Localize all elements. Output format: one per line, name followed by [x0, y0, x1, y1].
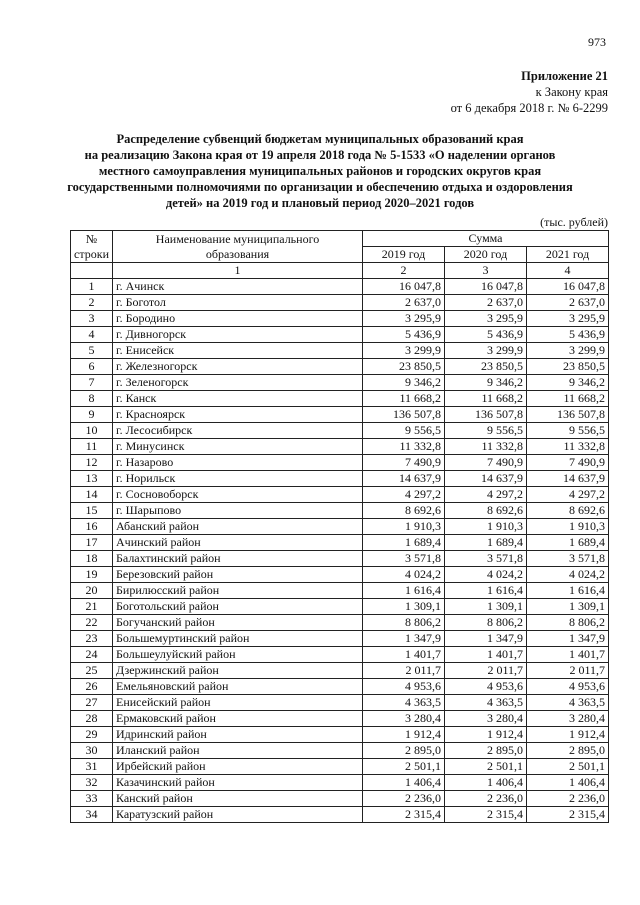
table-row	[71, 695, 609, 711]
table-row	[71, 407, 609, 423]
row-number: 22	[71, 615, 113, 631]
municipality-name: Балахтинский район	[113, 551, 363, 567]
amount-2020: 1 309,1	[445, 599, 527, 615]
amount-2020: 14 637,9	[445, 471, 527, 487]
row-number: 5	[71, 343, 113, 359]
amount-2021: 1 401,7	[527, 647, 609, 663]
amount-2020: 23 850,5	[445, 359, 527, 375]
row-number: 31	[71, 759, 113, 775]
amount-2019: 3 280,4	[363, 711, 445, 727]
municipality-name: Ачинский район	[113, 535, 363, 551]
amount-2021: 2 011,7	[527, 663, 609, 679]
municipality-name: г. Зеленогорск	[113, 375, 363, 391]
heading-line: на реализацию Закона края от 19 апреля 2018 года № 5-1533 «О наделении органов	[84, 148, 556, 162]
municipality-name: Ирбейский район	[113, 759, 363, 775]
amount-2020: 1 406,4	[445, 775, 527, 791]
amount-2021: 1 616,4	[527, 583, 609, 599]
row-number: 28	[71, 711, 113, 727]
row-number: 12	[71, 455, 113, 471]
row-number: 4	[71, 327, 113, 343]
table-row	[71, 727, 609, 743]
row-number: 25	[71, 663, 113, 679]
row-number: 15	[71, 503, 113, 519]
subsidy-table	[70, 230, 609, 823]
amount-2019: 9 346,2	[363, 375, 445, 391]
amount-2019: 2 895,0	[363, 743, 445, 759]
amount-2019: 5 436,9	[363, 327, 445, 343]
amount-2019: 1 401,7	[363, 647, 445, 663]
table-row	[71, 567, 609, 583]
header-year-2020: 2020 год	[445, 247, 527, 263]
table-row	[71, 711, 609, 727]
row-number: 13	[71, 471, 113, 487]
row-number: 30	[71, 743, 113, 759]
document-heading	[40, 131, 600, 211]
amount-2021: 1 689,4	[527, 535, 609, 551]
col-number-1: 1	[113, 263, 363, 279]
amount-2019: 1 347,9	[363, 631, 445, 647]
table-row	[71, 503, 609, 519]
appendix-law-ref: к Закону края	[535, 85, 608, 99]
table-row	[71, 311, 609, 327]
amount-2019: 16 047,8	[363, 279, 445, 295]
amount-2020: 2 895,0	[445, 743, 527, 759]
amount-2019: 8 806,2	[363, 615, 445, 631]
amount-2019: 23 850,5	[363, 359, 445, 375]
row-number: 34	[71, 807, 113, 823]
municipality-name: г. Лесосибирск	[113, 423, 363, 439]
row-number: 8	[71, 391, 113, 407]
municipality-name: Бирилюсский район	[113, 583, 363, 599]
amount-2020: 9 556,5	[445, 423, 527, 439]
amount-2020: 2 501,1	[445, 759, 527, 775]
row-number: 14	[71, 487, 113, 503]
amount-2019: 1 912,4	[363, 727, 445, 743]
table-row	[71, 599, 609, 615]
amount-2020: 4 297,2	[445, 487, 527, 503]
amount-2020: 136 507,8	[445, 407, 527, 423]
table-row	[71, 487, 609, 503]
amount-2019: 14 637,9	[363, 471, 445, 487]
amount-2020: 3 295,9	[445, 311, 527, 327]
header-year-2019: 2019 год	[363, 247, 445, 263]
municipality-name: Большеулуйский район	[113, 647, 363, 663]
municipality-name: г. Назарово	[113, 455, 363, 471]
amount-2020: 8 806,2	[445, 615, 527, 631]
row-number: 32	[71, 775, 113, 791]
amount-2019: 11 668,2	[363, 391, 445, 407]
amount-2021: 23 850,5	[527, 359, 609, 375]
amount-2020: 16 047,8	[445, 279, 527, 295]
table-row	[71, 663, 609, 679]
table-body	[71, 279, 609, 823]
amount-2020: 2 011,7	[445, 663, 527, 679]
municipality-name: Березовский район	[113, 567, 363, 583]
amount-2021: 16 047,8	[527, 279, 609, 295]
table-row	[71, 375, 609, 391]
header-row-number	[71, 231, 113, 263]
amount-2021: 1 910,3	[527, 519, 609, 535]
amount-2021: 136 507,8	[527, 407, 609, 423]
amount-2019: 7 490,9	[363, 455, 445, 471]
amount-2019: 2 637,0	[363, 295, 445, 311]
amount-2019: 1 406,4	[363, 775, 445, 791]
amount-2019: 1 910,3	[363, 519, 445, 535]
amount-2021: 3 571,8	[527, 551, 609, 567]
amount-2020: 11 332,8	[445, 439, 527, 455]
municipality-name: г. Норильск	[113, 471, 363, 487]
amount-2021: 2 315,4	[527, 807, 609, 823]
amount-2021: 1 912,4	[527, 727, 609, 743]
amount-2019: 4 363,5	[363, 695, 445, 711]
amount-2020: 4 953,6	[445, 679, 527, 695]
header-municipality-name	[113, 231, 363, 263]
amount-2020: 1 401,7	[445, 647, 527, 663]
amount-2020: 11 668,2	[445, 391, 527, 407]
row-number: 29	[71, 727, 113, 743]
municipality-name: Богучанский район	[113, 615, 363, 631]
table-row	[71, 519, 609, 535]
row-number: 24	[71, 647, 113, 663]
col-number-empty	[71, 263, 113, 279]
row-number: 18	[71, 551, 113, 567]
row-number: 9	[71, 407, 113, 423]
amount-2020: 5 436,9	[445, 327, 527, 343]
row-number: 2	[71, 295, 113, 311]
row-number: 26	[71, 679, 113, 695]
row-number: 1	[71, 279, 113, 295]
row-number: 10	[71, 423, 113, 439]
heading-line: детей» на 2019 год и плановый период 2020–2021 годов	[165, 196, 475, 210]
amount-2021: 9 556,5	[527, 423, 609, 439]
municipality-name: Идринский район	[113, 727, 363, 743]
table-row	[71, 359, 609, 375]
header-row-number-l2: строки	[74, 246, 109, 261]
amount-2020: 2 637,0	[445, 295, 527, 311]
amount-2020: 1 912,4	[445, 727, 527, 743]
amount-2020: 7 490,9	[445, 455, 527, 471]
amount-2019: 4 297,2	[363, 487, 445, 503]
amount-2021: 4 297,2	[527, 487, 609, 503]
page-number: 973	[588, 35, 606, 49]
amount-2019: 4 024,2	[363, 567, 445, 583]
row-number: 33	[71, 791, 113, 807]
table-row	[71, 743, 609, 759]
municipality-name: г. Боготол	[113, 295, 363, 311]
table-row	[71, 679, 609, 695]
municipality-name: Каратузский район	[113, 807, 363, 823]
amount-2020: 8 692,6	[445, 503, 527, 519]
amount-2021: 2 236,0	[527, 791, 609, 807]
amount-2021: 8 806,2	[527, 615, 609, 631]
table-row	[71, 279, 609, 295]
municipality-name: г. Железногорск	[113, 359, 363, 375]
amount-2019: 4 953,6	[363, 679, 445, 695]
header-sum: Сумма	[363, 231, 609, 247]
row-number: 20	[71, 583, 113, 599]
amount-2019: 1 689,4	[363, 535, 445, 551]
row-number: 6	[71, 359, 113, 375]
amount-2021: 3 280,4	[527, 711, 609, 727]
amount-2019: 9 556,5	[363, 423, 445, 439]
header-name-l2: образования	[205, 246, 270, 261]
table-row	[71, 455, 609, 471]
amount-2021: 14 637,9	[527, 471, 609, 487]
row-number: 3	[71, 311, 113, 327]
municipality-name: Большемуртинский район	[113, 631, 363, 647]
appendix-block	[451, 68, 608, 116]
municipality-name: Дзержинский район	[113, 663, 363, 679]
table-row	[71, 535, 609, 551]
amount-2020: 9 346,2	[445, 375, 527, 391]
table-row	[71, 551, 609, 567]
appendix-title: Приложение 21	[521, 69, 608, 83]
municipality-name: г. Минусинск	[113, 439, 363, 455]
appendix-law-date: от 6 декабря 2018 г. № 6-2299	[450, 101, 608, 115]
col-number-4: 4	[527, 263, 609, 279]
amount-2019: 2 315,4	[363, 807, 445, 823]
municipality-name: Абанский район	[113, 519, 363, 535]
amount-2019: 1 616,4	[363, 583, 445, 599]
row-number: 21	[71, 599, 113, 615]
col-number-2: 2	[363, 263, 445, 279]
amount-2020: 2 315,4	[445, 807, 527, 823]
amount-2020: 4 024,2	[445, 567, 527, 583]
table-row	[71, 327, 609, 343]
row-number: 23	[71, 631, 113, 647]
amount-2021: 3 295,9	[527, 311, 609, 327]
table-row	[71, 423, 609, 439]
municipality-name: г. Сосновоборск	[113, 487, 363, 503]
table-row	[71, 647, 609, 663]
amount-2021: 1 309,1	[527, 599, 609, 615]
amount-2020: 1 689,4	[445, 535, 527, 551]
heading-line: Распределение субвенций бюджетам муниципальных образований края	[116, 132, 524, 146]
table-row	[71, 583, 609, 599]
amount-2021: 7 490,9	[527, 455, 609, 471]
amount-2021: 1 406,4	[527, 775, 609, 791]
amount-2021: 4 363,5	[527, 695, 609, 711]
amount-2019: 3 571,8	[363, 551, 445, 567]
col-number-3: 3	[445, 263, 527, 279]
municipality-name: Емельяновский район	[113, 679, 363, 695]
table-row	[71, 295, 609, 311]
row-number: 7	[71, 375, 113, 391]
amount-2019: 3 299,9	[363, 343, 445, 359]
municipality-name: Иланский район	[113, 743, 363, 759]
municipality-name: Казачинский район	[113, 775, 363, 791]
amount-2021: 3 299,9	[527, 343, 609, 359]
amount-2019: 3 295,9	[363, 311, 445, 327]
municipality-name: г. Енисейск	[113, 343, 363, 359]
header-name-l1: Наименование муниципального	[155, 231, 320, 246]
table-row	[71, 391, 609, 407]
units-note: (тыс. рублей)	[540, 215, 608, 229]
heading-line: местного самоуправления муниципальных районов и городских округов края	[98, 164, 542, 178]
amount-2021: 11 332,8	[527, 439, 609, 455]
table-row	[71, 631, 609, 647]
municipality-name: Боготольский район	[113, 599, 363, 615]
municipality-name: г. Канск	[113, 391, 363, 407]
amount-2020: 3 280,4	[445, 711, 527, 727]
amount-2021: 1 347,9	[527, 631, 609, 647]
amount-2020: 1 616,4	[445, 583, 527, 599]
amount-2021: 2 637,0	[527, 295, 609, 311]
table-row	[71, 439, 609, 455]
municipality-name: г. Дивногорск	[113, 327, 363, 343]
amount-2019: 8 692,6	[363, 503, 445, 519]
amount-2021: 5 436,9	[527, 327, 609, 343]
row-number: 19	[71, 567, 113, 583]
table-row	[71, 791, 609, 807]
municipality-name: г. Красноярск	[113, 407, 363, 423]
table-row	[71, 807, 609, 823]
municipality-name: г. Шарыпово	[113, 503, 363, 519]
municipality-name: Ермаковский район	[113, 711, 363, 727]
row-number: 16	[71, 519, 113, 535]
heading-line: государственными полномочиями по организации и обеспечению отдыха и оздоровления	[67, 180, 573, 194]
amount-2021: 4 024,2	[527, 567, 609, 583]
row-number: 17	[71, 535, 113, 551]
table-row	[71, 615, 609, 631]
amount-2021: 2 895,0	[527, 743, 609, 759]
municipality-name: г. Бородино	[113, 311, 363, 327]
table-row	[71, 759, 609, 775]
amount-2019: 1 309,1	[363, 599, 445, 615]
amount-2021: 4 953,6	[527, 679, 609, 695]
amount-2021: 9 346,2	[527, 375, 609, 391]
amount-2020: 1 910,3	[445, 519, 527, 535]
row-number: 27	[71, 695, 113, 711]
municipality-name: Енисейский район	[113, 695, 363, 711]
amount-2020: 4 363,5	[445, 695, 527, 711]
amount-2021: 11 668,2	[527, 391, 609, 407]
table-row	[71, 343, 609, 359]
amount-2019: 11 332,8	[363, 439, 445, 455]
municipality-name: Канский район	[113, 791, 363, 807]
amount-2020: 3 299,9	[445, 343, 527, 359]
municipality-name: г. Ачинск	[113, 279, 363, 295]
amount-2020: 1 347,9	[445, 631, 527, 647]
amount-2019: 2 236,0	[363, 791, 445, 807]
table-row	[71, 471, 609, 487]
amount-2019: 136 507,8	[363, 407, 445, 423]
table-row	[71, 775, 609, 791]
amount-2021: 8 692,6	[527, 503, 609, 519]
header-year-2021: 2021 год	[527, 247, 609, 263]
header-row-number-l1: №	[85, 231, 98, 246]
row-number: 11	[71, 439, 113, 455]
amount-2020: 2 236,0	[445, 791, 527, 807]
amount-2019: 2 501,1	[363, 759, 445, 775]
amount-2020: 3 571,8	[445, 551, 527, 567]
amount-2019: 2 011,7	[363, 663, 445, 679]
amount-2021: 2 501,1	[527, 759, 609, 775]
